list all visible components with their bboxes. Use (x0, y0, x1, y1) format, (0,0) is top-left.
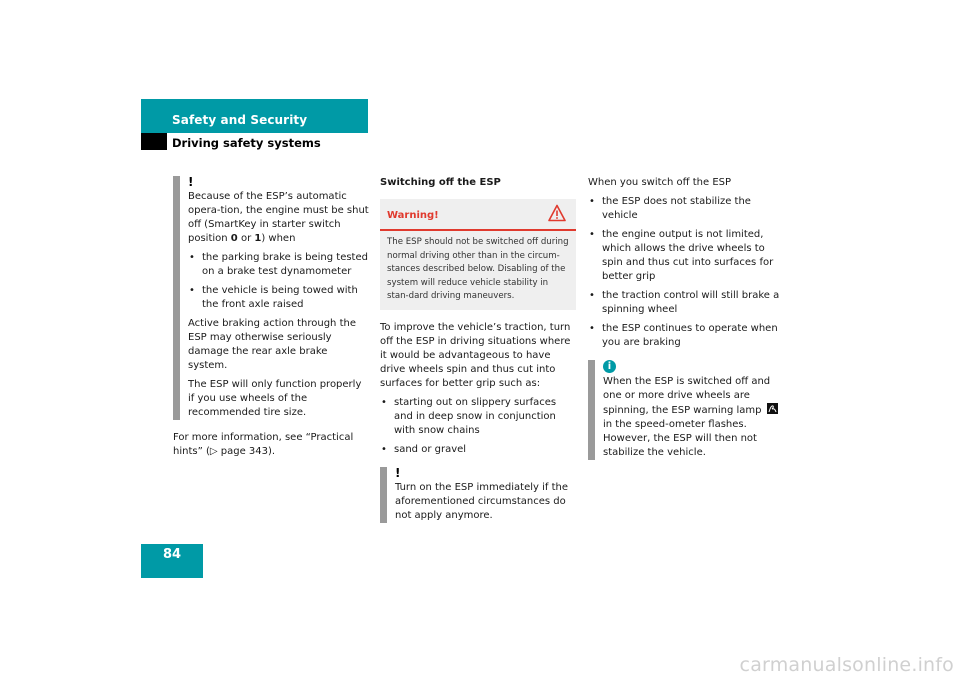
info-paragraph: When the ESP is switched off and one or more drive wheels are spinning, the ESP warning lamp in the speed-ometer flashes. However, the ESP will then not stabilize the vehicle. (603, 375, 780, 460)
column-1 (173, 176, 369, 464)
caution-icon: ! (395, 465, 401, 480)
note-bar (588, 360, 595, 460)
body-paragraph: To improve the vehicle’s traction, turn off the ESP in driving situations where it would be advantageous to have drive wheels spin and thus cut into surfaces for better grip such as: (380, 321, 571, 389)
note-paragraph: Because of the ESP’s automatic opera-tion, the engine must be shut off (SmartKey in starter switch position 0 or 1) when (188, 191, 369, 244)
list-item: • sand or gravel (381, 443, 467, 455)
note-bar (173, 176, 180, 420)
list-item: • the ESP continues to operate when you are braking (589, 323, 778, 348)
list-item: • the vehicle is being towed with the front axle raised (189, 285, 358, 310)
position-1: 1 (254, 233, 262, 244)
list-item: • starting out on slippery surfaces and in deep snow in conjunction with snow chains (381, 396, 557, 436)
subsection-marker (141, 133, 167, 150)
note-paragraph: The ESP will only function properly if you use wheels of the recommended tire size. (188, 379, 362, 418)
bullet-list (588, 195, 788, 350)
bullet-list (380, 396, 576, 457)
caution-icon: ! (188, 175, 194, 189)
esp-warning-lamp-icon (767, 403, 778, 414)
warning-label: Warning! (387, 210, 439, 221)
caution-note (380, 467, 576, 523)
watermark: carmanualsonline.info (739, 654, 954, 676)
warning-triangle-icon (548, 204, 566, 222)
note-bar (380, 467, 387, 523)
page-ref-arrow-icon: ▷ (209, 446, 218, 457)
section-heading: Switching off the ESP (380, 177, 501, 188)
intro-text: When you switch off the ESP (588, 177, 732, 188)
list-item: • the ESP does not stabilize the vehicle (589, 196, 751, 221)
info-note (588, 360, 780, 460)
info-icon: i (603, 360, 616, 373)
warning-box (380, 199, 576, 310)
note-bullet-list (188, 251, 369, 312)
note-paragraph: Turn on the ESP immediately if the aforementioned circumstances do not apply anymore. (395, 481, 568, 521)
warning-text: The ESP should not be switched off during normal driving other than in the circum-stances described below. Disabling of the system will reduce vehicle stability in stan-dard driving maneuvers. (387, 237, 569, 302)
page-number: 84 (162, 547, 182, 562)
list-item: • the traction control will still brake a spinning wheel (589, 290, 780, 315)
column-2 (380, 176, 576, 523)
more-info-text: For more information, see “Practical hints” (▷ page 343). (173, 432, 354, 457)
list-item: • the engine output is not limited, which allows the drive wheels to spin and thus cut into surfaces for better grip (589, 229, 774, 282)
section-title: Safety and Security (172, 113, 308, 127)
subsection-title: Driving safety systems (172, 136, 321, 150)
position-0: 0 (230, 233, 238, 244)
warning-header (380, 199, 576, 231)
list-item: • the parking brake is being tested on a brake test dynamometer (189, 252, 368, 277)
column-3 (588, 176, 788, 460)
note-paragraph: Active braking action through the ESP may otherwise seriously damage the rear axle brake system. (188, 318, 356, 371)
caution-note (173, 176, 369, 420)
